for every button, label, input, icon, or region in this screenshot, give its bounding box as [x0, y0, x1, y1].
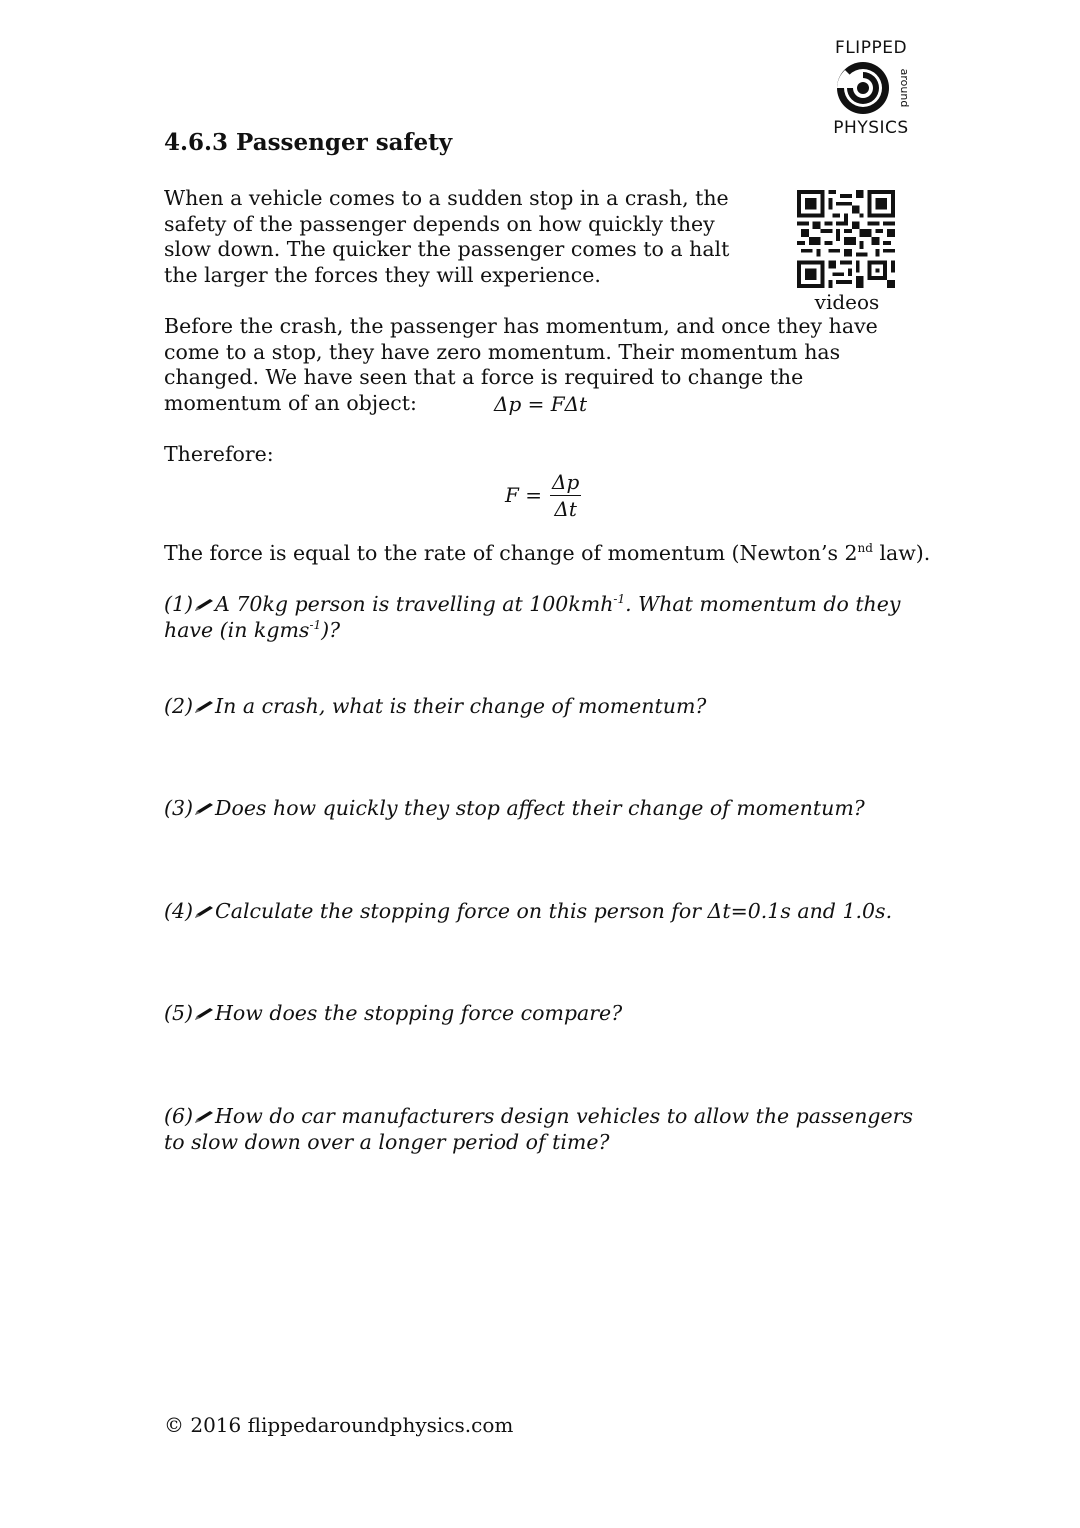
question-3 — [164, 796, 924, 822]
pencil-icon — [194, 700, 214, 714]
question-text: How do car manufacturers design vehicles to allow the passengers to slow down over a longer period of time? — [164, 1104, 913, 1154]
question-6 — [164, 1104, 924, 1155]
question-2 — [164, 694, 924, 720]
intro-paragraph: When a vehicle comes to a sudden stop in a crash, the safety of the passenger depends on how quickly they slow down. The quicker the passenger comes to a halt the larger the forces they will experience. — [164, 186, 730, 287]
question-number: (5) — [164, 1001, 194, 1025]
law-text: The force is equal to the rate of change of momentum (Newton’s 2 — [164, 541, 858, 565]
law-superscript: nd — [857, 541, 873, 556]
pencil-icon — [194, 802, 214, 816]
question-number: (6) — [164, 1104, 194, 1128]
pencil-icon — [194, 905, 214, 919]
question-1 — [164, 592, 924, 643]
fraction-denominator: Δt — [554, 496, 577, 521]
question-4 — [164, 899, 924, 925]
logo-side-text: around — [898, 68, 911, 108]
pencil-icon — [194, 1110, 214, 1124]
newtons-law-statement — [164, 541, 930, 567]
page-title: 4.6.3 Passenger safety — [164, 129, 453, 156]
question-text: Does how quickly they stop affect their change of momentum? — [215, 796, 865, 820]
therefore-label: Therefore: — [164, 442, 274, 466]
force-equation-lhs: F = — [505, 483, 542, 507]
question-number: (3) — [164, 796, 194, 820]
logo-bottom-text: PHYSICS — [833, 118, 909, 138]
question-number: (1) — [164, 592, 194, 616]
question-number: (2) — [164, 694, 194, 718]
force-equation — [505, 465, 581, 525]
qr-code-icon[interactable] — [797, 190, 895, 288]
logo-top-text: FLIPPED — [834, 38, 908, 58]
swirl-logo-icon — [831, 58, 911, 118]
force-fraction — [550, 470, 581, 521]
momentum-paragraph: Before the crash, the passenger has momentum, and once they have come to a stop, they have zero momentum. Their momentum has changed. We have seen that a force is required to change the momentum of an object: — [164, 314, 878, 415]
fraction-numerator: Δp — [552, 469, 580, 494]
question-text: A 70kg person is travelling at 100kmh — [215, 592, 614, 616]
pencil-icon — [194, 598, 214, 612]
question-text: Calculate the stopping force on this person for Δt=0.1s and 1.0s. — [215, 899, 893, 923]
question-text: In a crash, what is their change of momentum? — [215, 694, 707, 718]
impulse-equation: Δp = FΔt — [494, 392, 588, 416]
question-text-mid: . What momentum do they have (in kgms — [164, 592, 901, 642]
pencil-icon — [194, 1007, 214, 1021]
question-text-end: )? — [321, 617, 341, 642]
qr-videos-label: videos — [814, 290, 880, 314]
question-text: How does the stopping force compare? — [215, 1001, 623, 1025]
law-text-end: law). — [872, 541, 931, 565]
question-superscript: -1 — [613, 592, 626, 607]
question-5 — [164, 1001, 924, 1027]
copyright-footer: © 2016 flippedaroundphysics.com — [164, 1413, 514, 1437]
question-superscript: -1 — [309, 617, 322, 632]
flipped-around-physics-logo — [825, 38, 917, 146]
question-number: (4) — [164, 899, 194, 923]
